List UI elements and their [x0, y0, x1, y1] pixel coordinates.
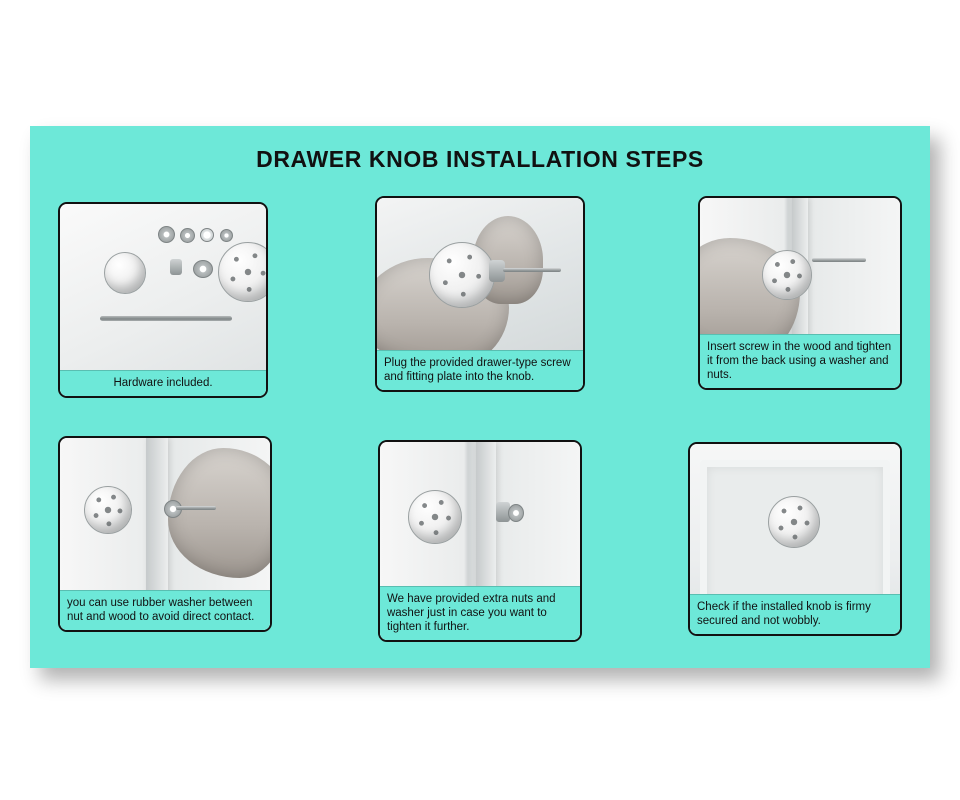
steps-grid [58, 202, 902, 642]
metal-plate-icon [104, 252, 146, 294]
screw-icon [503, 268, 561, 272]
washer-icon [200, 228, 214, 242]
step-card-5 [378, 440, 582, 642]
hand-icon [168, 448, 272, 578]
knob-icon [408, 490, 462, 544]
step-card-4 [58, 436, 272, 632]
screw-icon [176, 506, 216, 510]
plastic-washer-icon [193, 260, 213, 278]
nut-icon [170, 259, 182, 275]
step-card-1 [58, 202, 268, 398]
washer-icon [158, 226, 175, 243]
knob-icon [768, 496, 820, 548]
step-caption-1: Hardware included. [60, 370, 266, 396]
knob-icon [218, 242, 268, 302]
screw-rod-icon [100, 316, 232, 321]
washer-icon [508, 504, 524, 522]
knob-icon [429, 242, 495, 308]
step-card-2 [375, 196, 585, 392]
step-card-6 [688, 442, 902, 636]
step-card-3 [698, 196, 902, 390]
step-caption-5: We have provided extra nuts and washer just in case you want to tighten it further. [380, 586, 580, 640]
step-caption-3: Insert screw in the wood and tighten it from the back using a washer and nuts. [700, 334, 900, 388]
step-image-1 [60, 204, 266, 396]
page-title: DRAWER KNOB INSTALLATION STEPS [256, 146, 704, 172]
screw-icon [812, 258, 866, 262]
step-caption-2: Plug the provided drawer-type screw and fitting plate into the knob. [377, 350, 583, 390]
step-caption-4: you can use rubber washer between nut and wood to avoid direct contact. [60, 590, 270, 630]
instruction-poster [30, 126, 930, 668]
washer-icon [180, 228, 195, 243]
nut-icon [220, 229, 233, 242]
step-caption-6: Check if the installed knob is firmy secured and not wobbly. [690, 594, 900, 634]
knob-icon [84, 486, 132, 534]
knob-icon [762, 250, 812, 300]
